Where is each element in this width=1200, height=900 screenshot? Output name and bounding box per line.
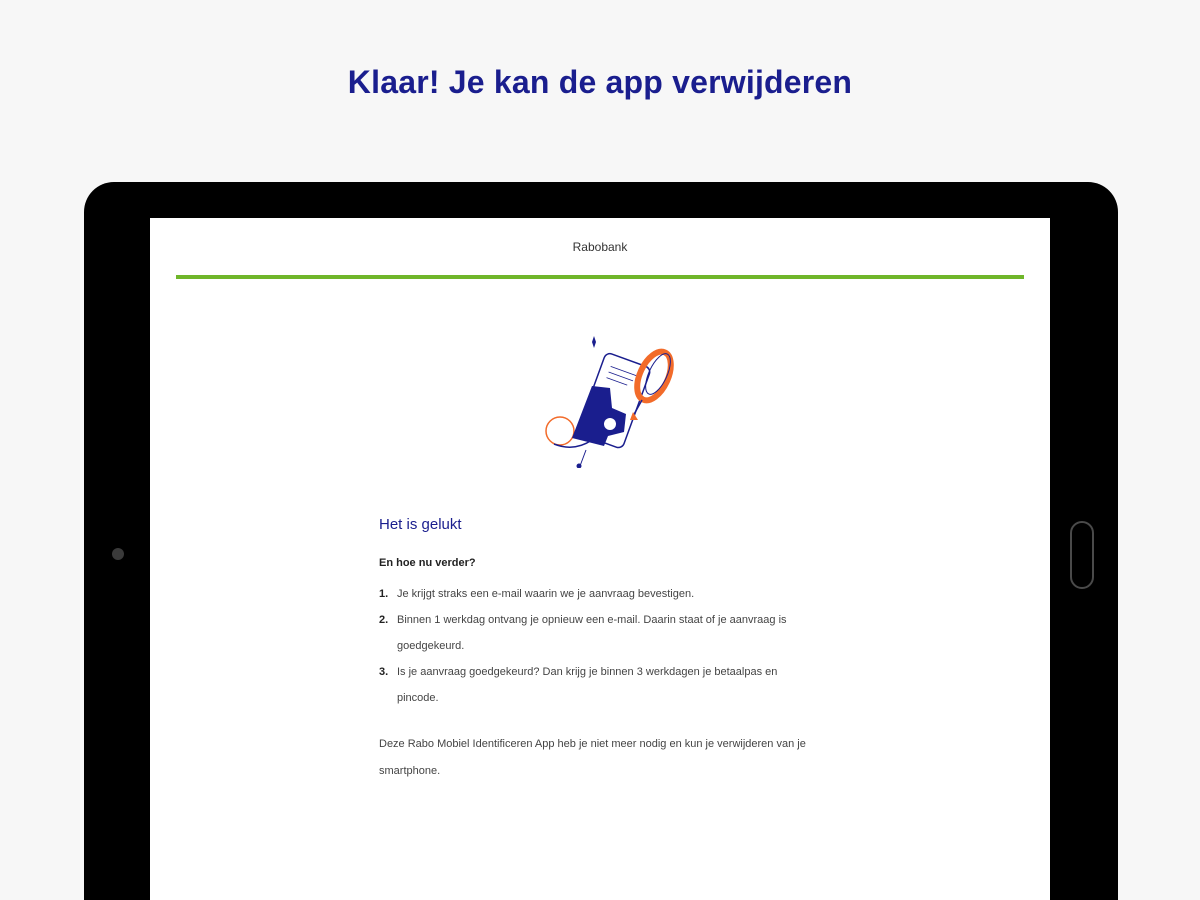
list-item bbox=[379, 607, 819, 659]
step-number: 3. bbox=[379, 666, 389, 678]
header-divider bbox=[176, 275, 1024, 279]
orange-ring bbox=[546, 417, 574, 445]
steps-list bbox=[379, 581, 819, 711]
step-number: 1. bbox=[379, 588, 389, 600]
next-steps-heading: En hoe nu verder? bbox=[379, 557, 476, 569]
success-title: Het is gelukt bbox=[379, 516, 462, 533]
camera-icon bbox=[112, 548, 124, 560]
list-item bbox=[379, 659, 819, 711]
app-bar-title: Rabobank bbox=[572, 240, 628, 254]
app-screen bbox=[150, 218, 1050, 900]
step-text: Je krijgt straks een e-mail waarin we je aanvraag bevestigen. bbox=[397, 588, 695, 600]
step-number: 2. bbox=[379, 614, 389, 626]
magnifier-icon bbox=[630, 347, 677, 406]
list-item bbox=[379, 581, 819, 607]
home-button[interactable] bbox=[1070, 521, 1094, 589]
content-section bbox=[379, 516, 819, 796]
promo-headline: Klaar! Je kan de app verwijderen bbox=[347, 64, 853, 100]
step-text: Is je aanvraag goedgekeurd? Dan krijg je binnen 3 werkdagen je betaalpas en pincode. bbox=[397, 666, 778, 704]
step-text: Binnen 1 werkdag ontvang je opnieuw een e-mail. Daarin staat of je aanvraag is goedgekeurd. bbox=[397, 614, 787, 652]
tablet-frame bbox=[84, 182, 1118, 900]
sparkle-icon bbox=[592, 336, 596, 348]
closing-text: Deze Rabo Mobiel Identificeren App heb je niet meer nodig en kun je verwijderen van je smartphone. bbox=[379, 738, 806, 777]
phone-with-magnifier-illustration bbox=[534, 328, 684, 468]
